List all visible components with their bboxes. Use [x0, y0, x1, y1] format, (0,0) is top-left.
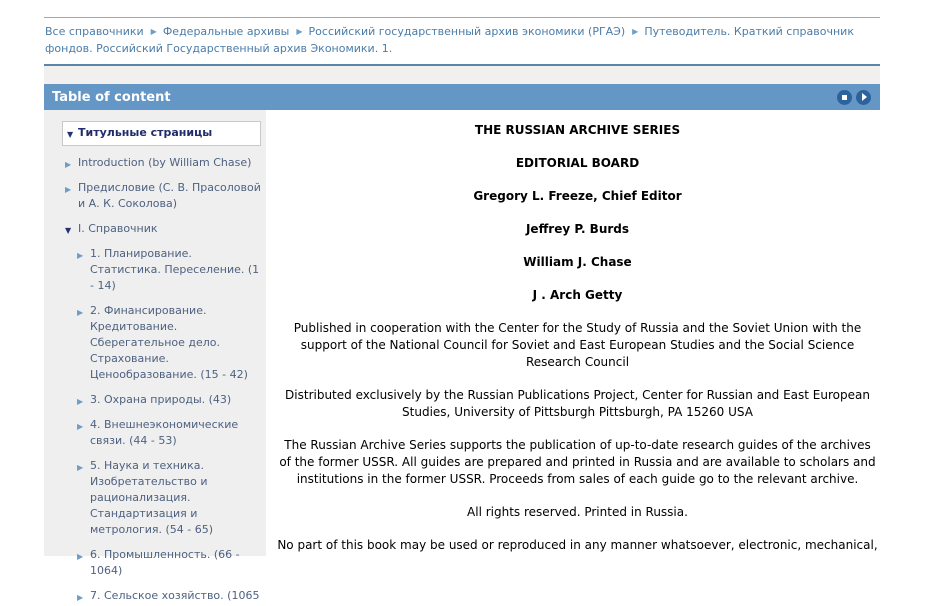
toc-item-preface[interactable]: [65, 180, 261, 212]
toc-item-foreign-economic[interactable]: [77, 417, 261, 449]
series-description-paragraph: The Russian Archive Series supports the publication of up-to-date research guides of the archives of the former USSR. All guides are prepared and printed in Russia and are available to scholars and institutions in the former USSR. Proceeds from sales of each guide go to the relevant archive.: [279, 438, 876, 486]
panel-buttons: [837, 90, 880, 105]
play-icon: [862, 93, 867, 101]
editor-name: J . Arch Getty: [532, 288, 623, 302]
breadcrumb: [44, 17, 880, 66]
toc-item-nature[interactable]: [77, 392, 261, 408]
editor-name: William J. Chase: [523, 255, 632, 269]
toc-item-label[interactable]: 3. Охрана природы. (43): [90, 393, 232, 406]
editorial-board-heading: EDITORIAL BOARD: [515, 156, 640, 170]
triangle-right-icon[interactable]: ▶: [77, 422, 84, 431]
editor-name: Jeffrey P. Burds: [525, 222, 630, 236]
breadcrumb-link-rgae[interactable]: Российский государственный архив экономики (РГАЭ): [308, 25, 626, 38]
copyright-paragraph: No part of this book may be used or reproduced in any manner whatsoever, electronic, mechanical,: [277, 538, 878, 552]
toc-item-science[interactable]: [77, 458, 261, 538]
toc-item-label[interactable]: Introduction (by William Chase): [78, 156, 252, 169]
toc-item-spravochnik[interactable]: [65, 221, 261, 237]
triangle-right-icon[interactable]: ▶: [65, 185, 72, 194]
breadcrumb-link-federal-archives[interactable]: Федеральные архивы: [162, 25, 290, 38]
triangle-right-icon[interactable]: ▶: [77, 593, 84, 602]
toc-item-label[interactable]: Титульные страницы: [78, 126, 213, 139]
breadcrumb-link-guide[interactable]: Путеводитель. Краткий справочник фондов. Российский Государственный архив Экономики. 1.: [45, 25, 854, 55]
publication-cooperation-paragraph: Published in cooperation with the Center for the Study of Russia and the Soviet Union with the support of the National Council for Soviet and East European Studies and the Social Science Research Council: [293, 321, 862, 369]
expand-panel-button[interactable]: [856, 90, 871, 105]
toc-item-finance[interactable]: [77, 303, 261, 383]
breadcrumb-separator-icon: ▶: [150, 27, 157, 36]
toc-item-label[interactable]: Предисловие (С. В. Прасоловой и А. К. Соколова): [78, 181, 261, 210]
triangle-down-icon[interactable]: ▼: [65, 226, 72, 235]
triangle-right-icon[interactable]: ▶: [77, 308, 84, 317]
content-row: [44, 110, 880, 602]
rights-line: All rights reserved. Printed in Russia.: [467, 505, 688, 519]
toc-item-label[interactable]: I. Справочник: [78, 222, 158, 235]
toc-item-introduction[interactable]: [65, 155, 261, 171]
toolbar-strip: [44, 66, 880, 84]
breadcrumb-separator-icon: ▶: [632, 27, 639, 36]
toc-item-title-pages[interactable]: [62, 121, 261, 146]
toc-item-label[interactable]: 2. Финансирование. Кредитование. Сберегательное дело. Страхование. Ценообразование. (15 - 42): [90, 304, 248, 381]
toc-item-label[interactable]: 5. Наука и техника. Изобретательство и рационализация. Стандартизация и метрология. (54 - 65): [90, 459, 214, 536]
toc-item-planning[interactable]: [77, 246, 261, 294]
toc-sidebar: [44, 110, 266, 602]
panel-header: [44, 84, 880, 110]
breadcrumb-link-all-directories[interactable]: Все справочники: [45, 25, 144, 38]
page: [44, 17, 880, 602]
toc-item-label[interactable]: 4. Внешнеэкономические связи. (44 - 53): [90, 418, 239, 447]
triangle-right-icon[interactable]: ▶: [77, 463, 84, 472]
toc-tree: [44, 121, 266, 604]
triangle-right-icon[interactable]: ▶: [65, 160, 72, 169]
toc-item-industry[interactable]: [77, 547, 261, 579]
triangle-right-icon[interactable]: ▶: [77, 397, 84, 406]
triangle-right-icon[interactable]: ▶: [77, 552, 84, 561]
series-title: THE RUSSIAN ARCHIVE SERIES: [474, 123, 681, 137]
breadcrumb-separator-icon: ▶: [296, 27, 303, 36]
triangle-right-icon[interactable]: ▶: [77, 251, 84, 260]
toc-item-agriculture[interactable]: [77, 588, 261, 604]
toc-item-label[interactable]: 7. Сельское хозяйство. (1065: [90, 589, 260, 602]
toc-item-label[interactable]: 1. Планирование. Статистика. Переселение. (1 - 14): [90, 247, 260, 292]
toc-item-label[interactable]: 6. Промышленность. (66 - 1064): [90, 548, 240, 577]
distribution-paragraph: Distributed exclusively by the Russian Publications Project, Center for Russian and East European Studies, University of Pittsburgh Pittsburgh, PA 15260 USA: [285, 388, 870, 419]
chief-editor-line: Gregory L. Freeze, Chief Editor: [473, 189, 682, 203]
panel-title: Table of content: [52, 89, 171, 105]
triangle-down-icon[interactable]: ▼: [67, 130, 74, 139]
square-icon: [842, 95, 847, 100]
main-content: [266, 110, 880, 556]
minimize-panel-button[interactable]: [837, 90, 852, 105]
